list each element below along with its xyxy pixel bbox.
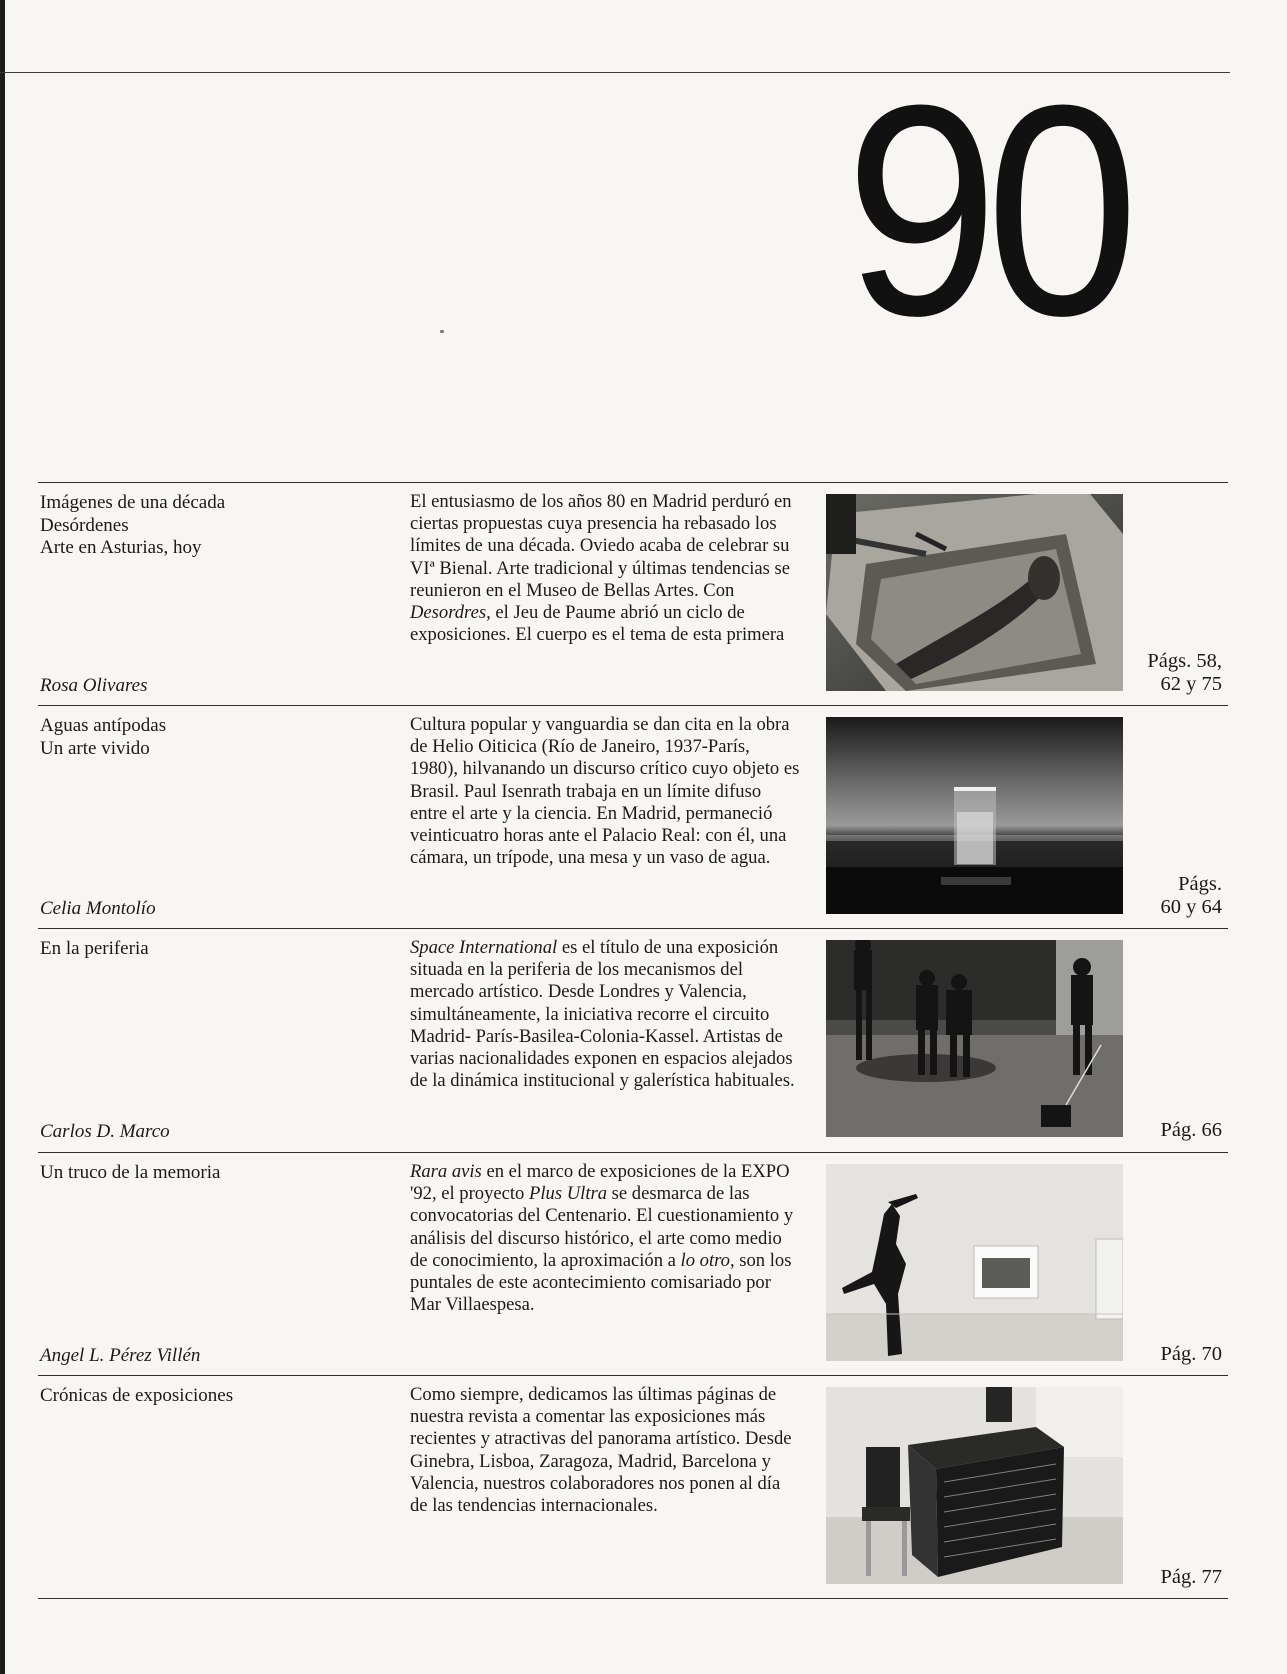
page-number: Págs. — [1178, 873, 1222, 895]
author-name: Celia Montolío — [40, 898, 156, 919]
summary-text: Como siempre, dedicamos las últimas páginas de nuestra revista a comentar las exposiciones más recientes y atractivas del panorama artístico. Desde Ginebra, Lisboa, Zaragoza, Madrid, Barcelona y Valencia, nuestros colaboradores nos ponen al día de las tendencias internacionales. — [410, 1384, 792, 1517]
article-photo-gallery-wall-with-silhouette — [826, 1164, 1123, 1361]
article-photo-text-covered-desk-and-chair — [826, 1387, 1123, 1584]
author-name: Rosa Olivares — [40, 675, 148, 696]
article-summary — [410, 1384, 800, 1517]
article-titles — [40, 492, 400, 560]
page-number: Pág. 77 — [1160, 1566, 1222, 1588]
contents-entry — [0, 928, 1287, 1150]
article-summary — [410, 1161, 800, 1316]
article-summary — [410, 937, 800, 1092]
summary-italic-text: lo otro, — [680, 1249, 735, 1271]
page-reference — [1161, 873, 1223, 919]
author-name: Angel L. Pérez Villén — [40, 1345, 201, 1366]
article-title: Un truco de la memoria — [40, 1162, 221, 1183]
summary-text: en el marco de exposiciones de la EXPO '92, el proyecto — [410, 1161, 790, 1205]
contents-entry — [0, 1375, 1287, 1597]
author-name: Carlos D. Marco — [40, 1121, 170, 1142]
print-speck — [440, 330, 444, 333]
article-titles — [40, 1385, 400, 1408]
summary-italic-text: Desordres, — [410, 602, 491, 624]
page-number: Págs. 58, — [1147, 650, 1222, 672]
article-photo-glass-of-water-on-table — [826, 717, 1123, 914]
page-reference — [1161, 1343, 1223, 1366]
article-summary — [410, 714, 800, 869]
page-reference — [1147, 650, 1222, 696]
page-number: 62 y 75 — [1160, 673, 1222, 695]
article-titles — [40, 938, 400, 961]
summary-italic-text: Rara avis — [410, 1161, 482, 1182]
summary-text: es el título de una exposición situada en la periferia de los mecanismos del mercado artístico. Desde Londres y Valencia, simultáneamente, la iniciativa recorre el circuito Madrid- París-Basilea-Colonia-Kassel. Artistas de varias nacionalidades exponen en espacios alejados de la dinámica institucional y galerística habituales. — [410, 937, 795, 1092]
row-divider — [38, 1598, 1228, 1599]
article-title: Crónicas de exposiciones — [40, 1385, 234, 1406]
summary-italic-text: Space International — [410, 937, 558, 958]
contents-entry — [0, 482, 1287, 704]
article-title: Desórdenes — [40, 514, 129, 536]
contents-entry — [0, 705, 1287, 927]
summary-text: son los puntales de este acontecimiento comisariado por Mar Villaespesa. — [410, 1249, 792, 1316]
article-title: Un arte vivido — [40, 737, 150, 759]
contents-entry — [0, 1152, 1287, 1374]
article-titles — [40, 715, 400, 760]
article-titles — [40, 1162, 400, 1185]
article-photo-sculpture-figure-in-stone-trough — [826, 494, 1123, 691]
summary-italic-text: Plus Ultra — [529, 1183, 608, 1205]
article-title: Aguas antípodas — [40, 715, 167, 736]
summary-text: El entusiasmo de los años 80 en Madrid perduró en ciertas propuestas cuya presencia ha rebasado los límites de una década. Oviedo acaba de celebrar su VIª Bienal. Arte tradicional y últimas tendencias se reunieron en el Museo de Bellas Artes. Con — [410, 491, 792, 601]
page-number: Pág. 66 — [1160, 1119, 1222, 1141]
summary-text: se desmarca de las convocatorias del Centenario. El cuestionamiento y análisis del discurso histórico, el arte como medio de conocimiento, la aproximación a — [410, 1183, 794, 1271]
article-title: En la periferia — [40, 938, 149, 959]
page-number: 60 y 64 — [1160, 896, 1222, 918]
page-number: Pág. 70 — [1160, 1343, 1222, 1365]
article-photo-visitors-in-exhibition-space — [826, 940, 1123, 1137]
summary-text: Cultura popular y vanguardia se dan cita en la obra de Helio Oiticica (Río de Janeiro, 1937-París, 1980), hilvanando un discurso crítico cuyo objeto es Brasil. Paul Isenrath trabaja en un límite difuso entre el arte y la ciencia. En Madrid, permaneció veinticuatro horas ante el Palacio Real: con él, una cámara, un trípode, una mesa y un vaso de agua. — [410, 714, 800, 869]
page-reference — [1161, 1566, 1223, 1589]
summary-text: el Jeu de Paume abrió un ciclo de exposiciones. El cuerpo es el tema de esta primera — [410, 602, 785, 646]
section-number: 90 — [845, 42, 1127, 378]
article-title: Arte en Asturias, hoy — [40, 537, 202, 558]
article-summary — [410, 491, 800, 646]
page-reference — [1161, 1119, 1223, 1142]
article-title: Imágenes de una década — [40, 492, 226, 513]
